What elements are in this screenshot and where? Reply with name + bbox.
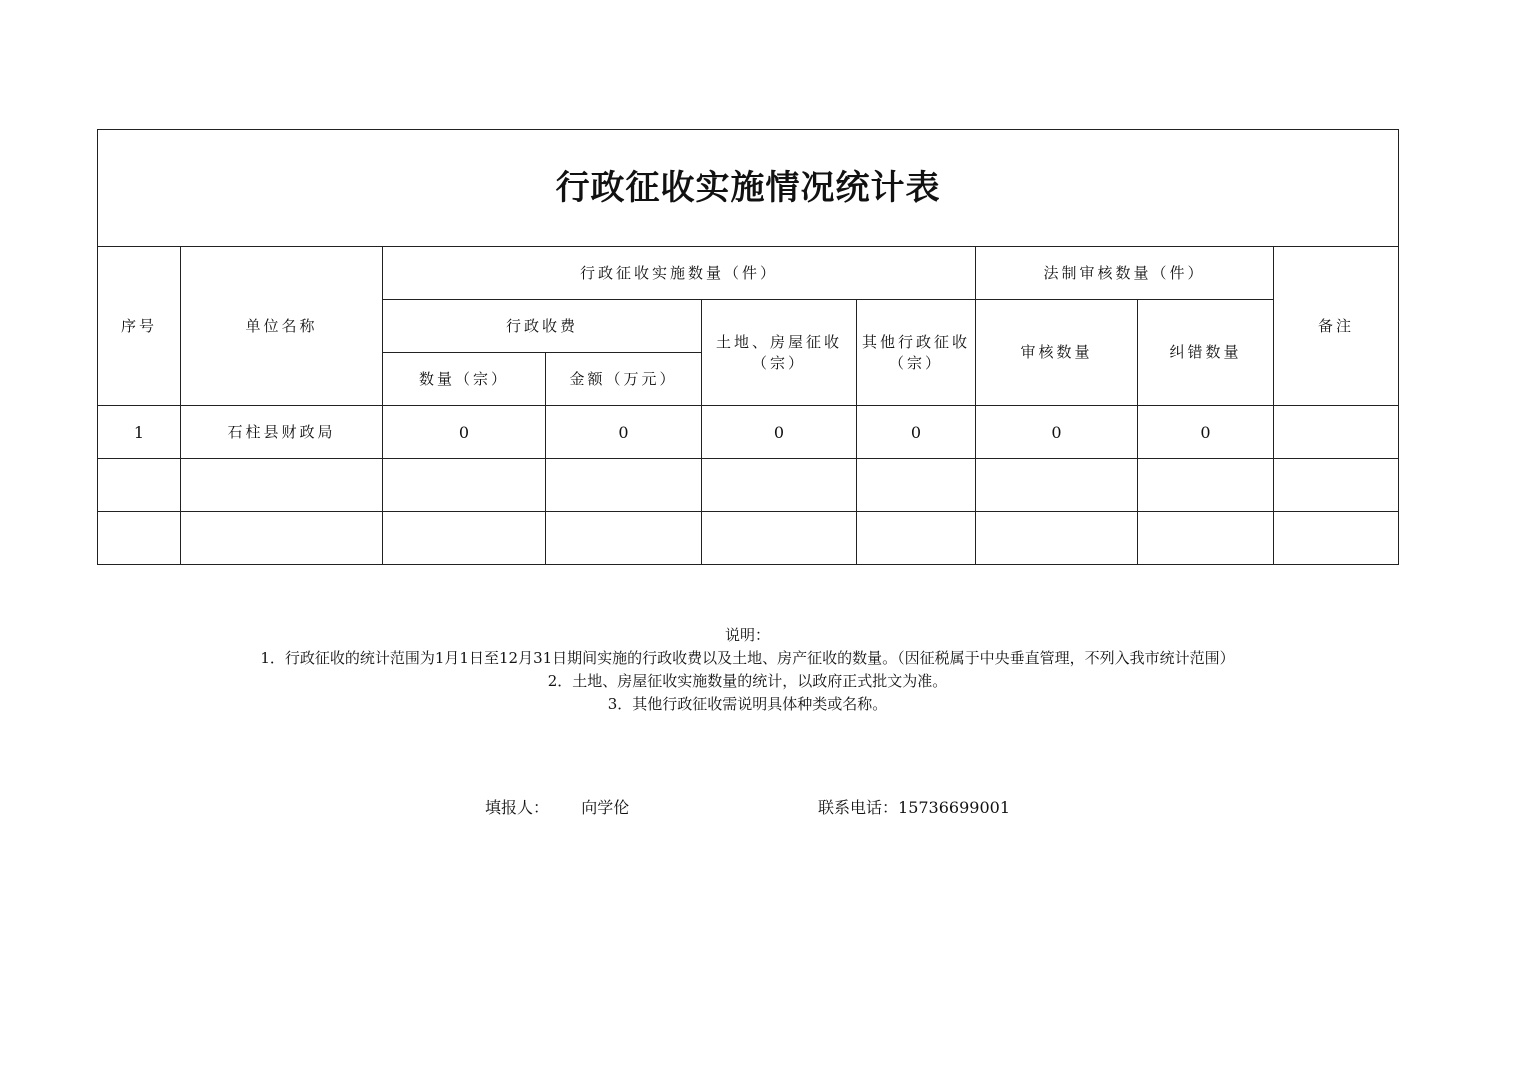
- cell-fee-count: 0: [383, 406, 546, 459]
- header-review-group: 法制审核数量（件）: [976, 247, 1274, 300]
- cell-land-house: [702, 459, 857, 512]
- cell-fee-count: [383, 459, 546, 512]
- note-item-2: 2．土地、房屋征收实施数量的统计，以政府正式批文为准。: [547, 672, 948, 690]
- note-item-1: 1．行政征收的统计范围为1月1日至12月31日期间实施的行政收费以及土地、房产征收的数量。（因征税属于中央垂直管理，不列入我市统计范围）: [260, 649, 1235, 667]
- table-row: [98, 406, 1399, 459]
- cell-other: [857, 459, 976, 512]
- header-fee-count: 数量（宗）: [383, 353, 546, 406]
- phone-value: 15736699001: [898, 798, 1010, 817]
- cell-other: 0: [857, 406, 976, 459]
- cell-seq: 1: [98, 406, 181, 459]
- cell-review-count: [976, 459, 1138, 512]
- page-title: 行政征收实施情况统计表: [98, 130, 1399, 247]
- header-other-line1: 其他行政征收: [861, 332, 970, 351]
- header-land-house-line2: （宗）: [751, 353, 806, 372]
- cell-correction-count: 0: [1138, 406, 1274, 459]
- cell-fee-count: [383, 512, 546, 565]
- cell-remarks: [1274, 459, 1399, 512]
- cell-seq: [98, 459, 181, 512]
- header-land-house: [702, 300, 857, 406]
- cell-seq: [98, 512, 181, 565]
- cell-remarks: [1274, 406, 1399, 459]
- table-row: [98, 459, 1399, 512]
- cell-review-count: 0: [976, 406, 1138, 459]
- cell-unit-name: [181, 512, 383, 565]
- filler-info: [485, 795, 629, 818]
- cell-remarks: [1274, 512, 1399, 565]
- header-other: [857, 300, 976, 406]
- header-fee-amount: 金额（万元）: [546, 353, 702, 406]
- header-implement-group: 行政征收实施数量（件）: [383, 247, 976, 300]
- cell-correction-count: [1138, 459, 1274, 512]
- filler-label: 填报人：: [485, 798, 550, 817]
- notes-section: [97, 624, 1398, 716]
- header-seq: 序号: [98, 247, 181, 406]
- phone-label: 联系电话：: [818, 798, 899, 817]
- contact-info: [818, 795, 1010, 818]
- note-item-3: 3．其他行政征收需说明具体种类或名称。: [607, 695, 888, 713]
- header-review-count: 审核数量: [976, 300, 1138, 406]
- cell-fee-amount: 0: [546, 406, 702, 459]
- cell-unit-name: [181, 459, 383, 512]
- cell-unit-name: 石柱县财政局: [181, 406, 383, 459]
- cell-review-count: [976, 512, 1138, 565]
- header-other-line2: （宗）: [888, 353, 943, 372]
- cell-land-house: 0: [702, 406, 857, 459]
- cell-other: [857, 512, 976, 565]
- header-fee-group: 行政收费: [383, 300, 702, 353]
- cell-fee-amount: [546, 459, 702, 512]
- header-correction-count: 纠错数量: [1138, 300, 1274, 406]
- header-remarks: 备注: [1274, 247, 1399, 406]
- cell-fee-amount: [546, 512, 702, 565]
- filler-name: 向学伦: [581, 798, 630, 817]
- cell-correction-count: [1138, 512, 1274, 565]
- header-land-house-line1: 土地、房屋征收: [715, 332, 842, 351]
- statistics-table: [97, 129, 1399, 565]
- cell-land-house: [702, 512, 857, 565]
- header-unit-name: 单位名称: [181, 247, 383, 406]
- table-row: [98, 512, 1399, 565]
- notes-heading: 说明：: [724, 626, 770, 644]
